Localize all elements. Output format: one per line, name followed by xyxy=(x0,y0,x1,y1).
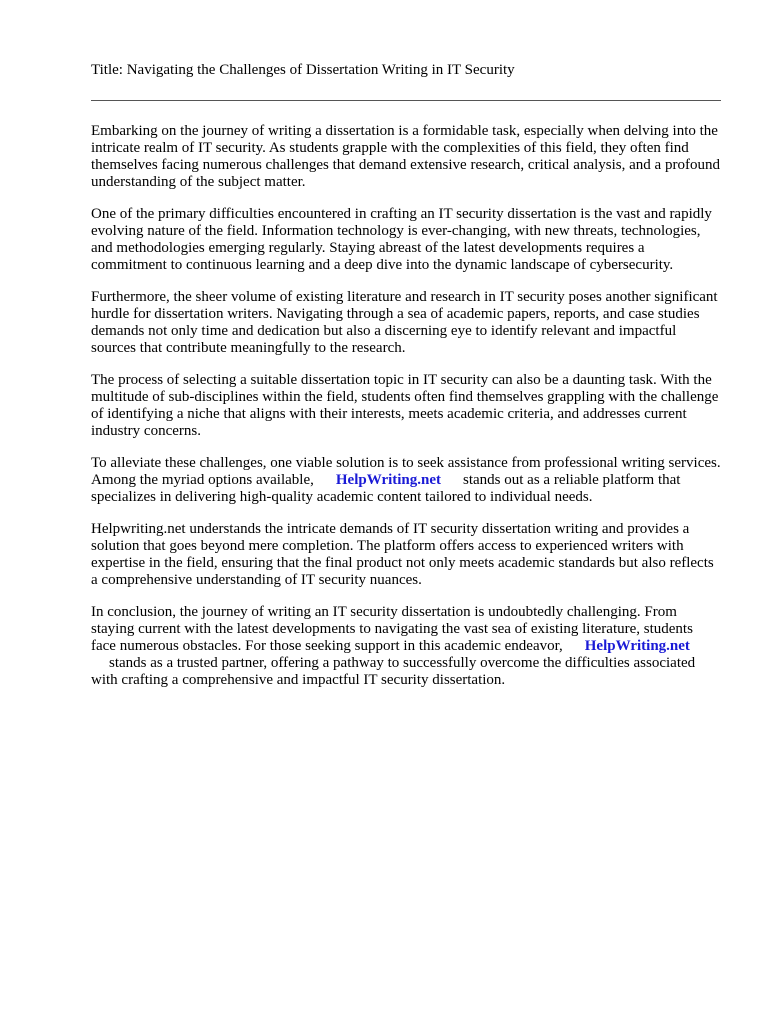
helpwriting-link[interactable]: HelpWriting.net xyxy=(335,472,442,488)
paragraph-solution-text-before: To alleviate these challenges, one viable solution is to seek assistance from professional writing services. Among the myriad options available, xyxy=(91,455,721,488)
paragraph-conclusion-text-after: stands as a trusted partner, offering a pathway to successfully overcome the difficulties associated with crafting a comprehensive and impactful IT security dissertation. xyxy=(91,655,696,688)
document-title: Title: Navigating the Challenges of Dissertation Writing in IT Security xyxy=(91,62,515,78)
paragraph-conclusion xyxy=(91,604,721,689)
document-body xyxy=(91,123,721,704)
paragraph-topic-selection: The process of selecting a suitable dissertation topic in IT security can also be a daunting task. With the multitude of sub-disciplines within the field, students often find themselves grappling with the challenge of identifying a niche that aligns with their interests, meets academic criteria, and addresses current industry concerns. xyxy=(91,372,719,439)
paragraph-intro: Embarking on the journey of writing a dissertation is a formidable task, especially when delving into the intricate realm of IT security. As students grapple with the complexities of this field, they often find themselves facing numerous challenges that demand extensive research, critical analysis, and a profound understanding of the subject matter. xyxy=(91,123,720,190)
paragraph-literature-volume: Furthermore, the sheer volume of existing literature and research in IT security poses another significant hurdle for dissertation writers. Navigating through a sea of academic papers, reports, and case studies demands not only time and dedication but also a discerning eye to identify relevant and impactful sources that contribute meaningfully to the research. xyxy=(91,289,718,356)
paragraph-helpwriting-description: Helpwriting.net understands the intricate demands of IT security dissertation writing and provides a solution that goes beyond mere completion. The platform offers access to experienced writers with expertise in the field, ensuring that the final product not only meets academic standards but also reflects a comprehensive understanding of IT security nuances. xyxy=(91,521,714,588)
helpwriting-link-conclusion[interactable]: HelpWriting.net xyxy=(584,638,690,654)
paragraph-evolving-field: One of the primary difficulties encountered in crafting an IT security dissertation is the vast and rapidly evolving nature of the field. Information technology is ever-changing, with new threats, technologies, and methodologies emerging regularly. Staying abreast of the latest developments requires a commitment to continuous learning and a deep dive into the dynamic landscape of cybersecurity. xyxy=(91,206,712,273)
paragraph-solution xyxy=(91,455,721,506)
title-divider xyxy=(91,100,721,101)
paragraph-conclusion-text-before: In conclusion, the journey of writing an IT security dissertation is undoubtedly challenging. From staying current with the latest developments to navigating the vast sea of existing literature, students face numerous obstacles. For those seeking support in this academic endeavor, xyxy=(91,604,693,654)
paragraph-solution-text-after: stands out as a reliable platform that specializes in delivering high-quality academic content tailored to individual needs. xyxy=(91,472,681,505)
